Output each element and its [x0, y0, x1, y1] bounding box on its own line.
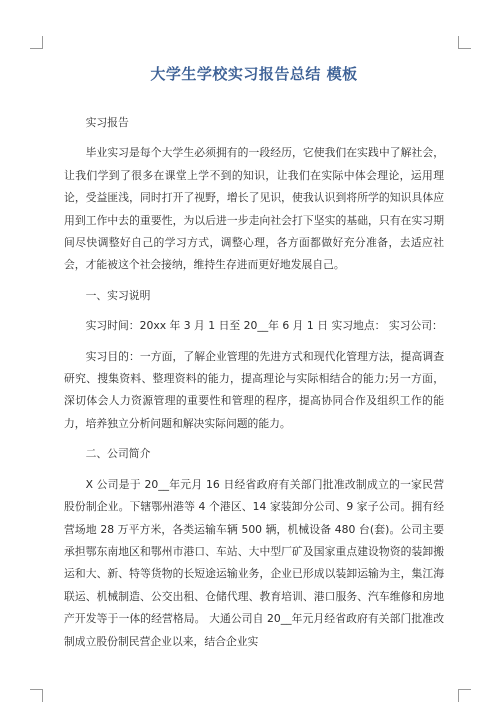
- paragraph-intro: 毕业实习是每个大学生必须拥有的一段经历，它使我们在实践中了解社会，让我们学到了很多在课堂上学不到的知识，让我们在实际中体会理论，运用理论，受益匪浅，同时打开了视野，增长了见识，使我认识到将所学的知识具体应用到工作中去的重要性，为以后进一步走向社会打下坚实的基础，只有在实习期间尽快调整好自己的学习方式，调整心理，各方面都做好充分准备，去适应社会，才能被这个社会接纳，维持生存进而更好地发展自己。: [64, 146, 444, 272]
- heading-internship-description: 一、实习说明: [85, 288, 151, 302]
- crop-mark-bottom-right: [458, 689, 471, 702]
- crop-mark-bottom-left: [30, 689, 43, 702]
- section-label-report: 实习报告: [85, 116, 129, 129]
- crop-mark-top-left: [30, 36, 43, 49]
- paragraph-company-profile: X 公司是于 20__年元月 16 日经省政府有关部门批准改制成立的一家民营股份制企业。下辖鄂州港等 4 个港区、14 家装卸分公司、9 家子公司。拥有经营场地 28 万平方米，各类运输车辆 500 辆，机械设备 480 台(套)。公司主要承担鄂东南地区和鄂州市港口、车站、大中型厂矿及国家重点建设物资的装卸搬运和大、新、特等货物的长短途运输业务，企业已形成以装卸运输为主，集江海联运、机械制造、公交出租、仓储代理、教育培训、港口服务、汽车维修和房地产开发等于一体的经营格局。 大通公司自 20__年元月经省政府有关部门批准改制成立股份制民营企业以来，结合企业实: [64, 477, 444, 648]
- document-page: [64, 64, 444, 661]
- heading-company-profile: 二、公司简介: [85, 447, 151, 461]
- paragraph-internship-time: 实习时间：20xx 年 3 月 1 日至 20__年 6 月 1 日 实习地点： 实习公司：: [85, 319, 443, 333]
- crop-mark-top-right: [458, 36, 471, 49]
- paragraph-internship-purpose: 实习目的：一方面，了解企业管理的先进方式和现代化管理方法，提高调查研究、搜集资料、整理资料的能力，提高理论与实际相结合的能力;另一方面，深切体会人力资源管理的重要性和管理的程序，提高协同合作及组织工作的能力，培养独立分析问题和解决实际问题的能力。: [64, 349, 444, 430]
- document-title: 大学生学校实习报告总结 模板: [150, 65, 358, 83]
